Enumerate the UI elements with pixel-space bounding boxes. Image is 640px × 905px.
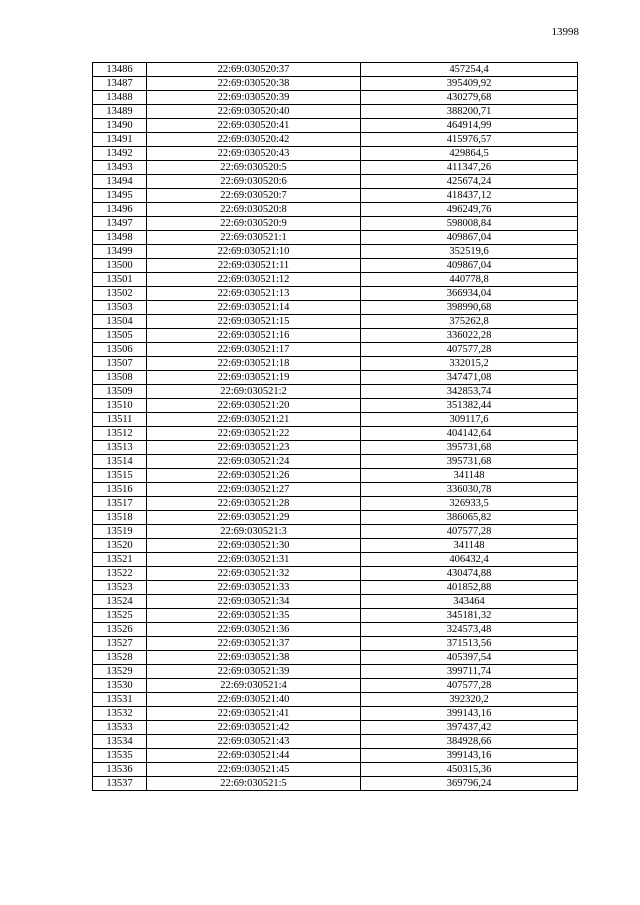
row-number-cell: 13493 [93, 161, 147, 175]
cadastral-value-cell: 309117,6 [361, 413, 578, 427]
cadastral-number-cell: 22:69:030521:23 [147, 441, 361, 455]
row-number-cell: 13535 [93, 749, 147, 763]
row-number-cell: 13492 [93, 147, 147, 161]
table-row [93, 189, 578, 203]
cadastral-number-cell: 22:69:030520:37 [147, 63, 361, 77]
row-number-cell: 13497 [93, 217, 147, 231]
table-row [93, 777, 578, 791]
cadastral-number-cell: 22:69:030520:43 [147, 147, 361, 161]
cadastral-value-cell: 464914,99 [361, 119, 578, 133]
cadastral-number-cell: 22:69:030520:5 [147, 161, 361, 175]
row-number-cell: 13498 [93, 231, 147, 245]
table-row [93, 413, 578, 427]
table-row [93, 231, 578, 245]
cadastral-value-cell: 399711,74 [361, 665, 578, 679]
cadastral-value-cell: 430279,68 [361, 91, 578, 105]
cadastral-value-cell: 326933,5 [361, 497, 578, 511]
cadastral-value-cell: 450315,36 [361, 763, 578, 777]
cadastral-value-cell: 407577,28 [361, 343, 578, 357]
cadastral-number-cell: 22:69:030521:14 [147, 301, 361, 315]
row-number-cell: 13534 [93, 735, 147, 749]
cadastral-number-cell: 22:69:030521:1 [147, 231, 361, 245]
table-body [93, 63, 578, 791]
cadastral-value-cell: 369796,24 [361, 777, 578, 791]
row-number-cell: 13513 [93, 441, 147, 455]
cadastral-value-cell: 366934,04 [361, 287, 578, 301]
cadastral-value-cell: 352519,6 [361, 245, 578, 259]
table-row [93, 217, 578, 231]
cadastral-number-cell: 22:69:030521:21 [147, 413, 361, 427]
table-row [93, 735, 578, 749]
cadastral-number-cell: 22:69:030521:3 [147, 525, 361, 539]
cadastral-value-cell: 341148 [361, 539, 578, 553]
cadastral-value-cell: 336022,28 [361, 329, 578, 343]
cadastral-number-cell: 22:69:030521:37 [147, 637, 361, 651]
cadastral-number-cell: 22:69:030521:43 [147, 735, 361, 749]
cadastral-number-cell: 22:69:030521:28 [147, 497, 361, 511]
cadastral-value-cell: 457254,4 [361, 63, 578, 77]
cadastral-number-cell: 22:69:030521:31 [147, 553, 361, 567]
row-number-cell: 13503 [93, 301, 147, 315]
cadastral-value-cell: 395409,92 [361, 77, 578, 91]
cadastral-value-cell: 429864,5 [361, 147, 578, 161]
cadastral-value-cell: 418437,12 [361, 189, 578, 203]
table-row [93, 147, 578, 161]
cadastral-number-cell: 22:69:030521:11 [147, 259, 361, 273]
cadastral-number-cell: 22:69:030521:16 [147, 329, 361, 343]
table-row [93, 525, 578, 539]
cadastral-value-cell: 598008,84 [361, 217, 578, 231]
table-row [93, 441, 578, 455]
table-row [93, 133, 578, 147]
cadastral-number-cell: 22:69:030521:42 [147, 721, 361, 735]
row-number-cell: 13507 [93, 357, 147, 371]
cadastral-value-cell: 406432,4 [361, 553, 578, 567]
table-row [93, 427, 578, 441]
cadastral-number-cell: 22:69:030521:34 [147, 595, 361, 609]
table-row [93, 357, 578, 371]
cadastral-value-cell: 347471,08 [361, 371, 578, 385]
cadastral-value-cell: 395731,68 [361, 455, 578, 469]
row-number-cell: 13509 [93, 385, 147, 399]
row-number-cell: 13506 [93, 343, 147, 357]
row-number-cell: 13488 [93, 91, 147, 105]
cadastral-number-cell: 22:69:030521:22 [147, 427, 361, 441]
cadastral-value-cell: 398990,68 [361, 301, 578, 315]
row-number-cell: 13504 [93, 315, 147, 329]
cadastral-number-cell: 22:69:030521:17 [147, 343, 361, 357]
row-number-cell: 13533 [93, 721, 147, 735]
row-number-cell: 13491 [93, 133, 147, 147]
cadastral-number-cell: 22:69:030521:45 [147, 763, 361, 777]
cadastral-number-cell: 22:69:030521:36 [147, 623, 361, 637]
cadastral-number-cell: 22:69:030521:2 [147, 385, 361, 399]
cadastral-value-cell: 336030,78 [361, 483, 578, 497]
cadastral-number-cell: 22:69:030521:12 [147, 273, 361, 287]
cadastral-number-cell: 22:69:030521:15 [147, 315, 361, 329]
table-row [93, 721, 578, 735]
row-number-cell: 13532 [93, 707, 147, 721]
cadastral-value-cell: 332015,2 [361, 357, 578, 371]
table-row [93, 105, 578, 119]
row-number-cell: 13531 [93, 693, 147, 707]
row-number-cell: 13515 [93, 469, 147, 483]
cadastral-number-cell: 22:69:030520:40 [147, 105, 361, 119]
table-row [93, 511, 578, 525]
table-row [93, 497, 578, 511]
table-row [93, 371, 578, 385]
row-number-cell: 13519 [93, 525, 147, 539]
row-number-cell: 13536 [93, 763, 147, 777]
row-number-cell: 13512 [93, 427, 147, 441]
table-row [93, 287, 578, 301]
table-row [93, 315, 578, 329]
table-row [93, 539, 578, 553]
cadastral-number-cell: 22:69:030521:10 [147, 245, 361, 259]
cadastral-number-cell: 22:69:030520:7 [147, 189, 361, 203]
table-row [93, 301, 578, 315]
table-row [93, 469, 578, 483]
cadastral-number-cell: 22:69:030521:35 [147, 609, 361, 623]
row-number-cell: 13522 [93, 567, 147, 581]
cadastral-number-cell: 22:69:030520:9 [147, 217, 361, 231]
cadastral-value-cell: 343464 [361, 595, 578, 609]
table-row [93, 259, 578, 273]
table-row [93, 553, 578, 567]
cadastral-number-cell: 22:69:030520:39 [147, 91, 361, 105]
cadastral-value-cell: 345181,32 [361, 609, 578, 623]
row-number-cell: 13494 [93, 175, 147, 189]
cadastral-value-cell: 399143,16 [361, 749, 578, 763]
cadastral-number-cell: 22:69:030521:29 [147, 511, 361, 525]
row-number-cell: 13530 [93, 679, 147, 693]
row-number-cell: 13520 [93, 539, 147, 553]
row-number-cell: 13487 [93, 77, 147, 91]
table-row [93, 77, 578, 91]
table-row [93, 707, 578, 721]
row-number-cell: 13517 [93, 497, 147, 511]
cadastral-value-cell: 404142,64 [361, 427, 578, 441]
table-row [93, 175, 578, 189]
cadastral-value-cell: 392320,2 [361, 693, 578, 707]
row-number-cell: 13518 [93, 511, 147, 525]
row-number-cell: 13529 [93, 665, 147, 679]
row-number-cell: 13524 [93, 595, 147, 609]
table-row [93, 749, 578, 763]
cadastral-number-cell: 22:69:030521:41 [147, 707, 361, 721]
table-row [93, 595, 578, 609]
cadastral-number-cell: 22:69:030521:20 [147, 399, 361, 413]
cadastral-value-cell: 409867,04 [361, 231, 578, 245]
table-row [93, 651, 578, 665]
cadastral-value-cell: 409867,04 [361, 259, 578, 273]
table-row [93, 693, 578, 707]
cadastral-value-cell: 401852,88 [361, 581, 578, 595]
cadastral-number-cell: 22:69:030521:26 [147, 469, 361, 483]
cadastral-number-cell: 22:69:030521:18 [147, 357, 361, 371]
row-number-cell: 13528 [93, 651, 147, 665]
row-number-cell: 13496 [93, 203, 147, 217]
cadastral-number-cell: 22:69:030520:41 [147, 119, 361, 133]
cadastral-number-cell: 22:69:030521:33 [147, 581, 361, 595]
table-row [93, 665, 578, 679]
cadastral-number-cell: 22:69:030521:39 [147, 665, 361, 679]
table-row [93, 399, 578, 413]
table-row [93, 329, 578, 343]
cadastral-number-cell: 22:69:030520:38 [147, 77, 361, 91]
row-number-cell: 13537 [93, 777, 147, 791]
row-number-cell: 13501 [93, 273, 147, 287]
cadastral-number-cell: 22:69:030520:42 [147, 133, 361, 147]
table-row [93, 203, 578, 217]
row-number-cell: 13486 [93, 63, 147, 77]
row-number-cell: 13500 [93, 259, 147, 273]
cadastral-number-cell: 22:69:030521:19 [147, 371, 361, 385]
cadastral-number-cell: 22:69:030521:38 [147, 651, 361, 665]
cadastral-value-cell: 386065,82 [361, 511, 578, 525]
table-row [93, 763, 578, 777]
cadastral-number-cell: 22:69:030521:5 [147, 777, 361, 791]
cadastral-value-cell: 415976,57 [361, 133, 578, 147]
row-number-cell: 13489 [93, 105, 147, 119]
cadastral-number-cell: 22:69:030521:4 [147, 679, 361, 693]
cadastral-value-cell: 407577,28 [361, 525, 578, 539]
row-number-cell: 13490 [93, 119, 147, 133]
cadastral-value-cell: 430474,88 [361, 567, 578, 581]
table-row [93, 623, 578, 637]
cadastral-number-cell: 22:69:030521:13 [147, 287, 361, 301]
page-number: 13998 [551, 26, 579, 38]
cadastral-value-cell: 375262,8 [361, 315, 578, 329]
cadastral-number-cell: 22:69:030521:30 [147, 539, 361, 553]
cadastral-number-cell: 22:69:030520:8 [147, 203, 361, 217]
row-number-cell: 13495 [93, 189, 147, 203]
cadastral-value-cell: 425674,24 [361, 175, 578, 189]
row-number-cell: 13505 [93, 329, 147, 343]
cadastral-value-cell: 496249,76 [361, 203, 578, 217]
row-number-cell: 13502 [93, 287, 147, 301]
cadastral-value-cell: 351382,44 [361, 399, 578, 413]
cadastral-value-cell: 440778,8 [361, 273, 578, 287]
row-number-cell: 13521 [93, 553, 147, 567]
table-row [93, 343, 578, 357]
table-row [93, 91, 578, 105]
row-number-cell: 13514 [93, 455, 147, 469]
table-row [93, 483, 578, 497]
cadastral-value-cell: 324573,48 [361, 623, 578, 637]
table-row [93, 63, 578, 77]
cadastral-value-cell: 397437,42 [361, 721, 578, 735]
cadastral-value-cell: 411347,26 [361, 161, 578, 175]
cadastral-value-cell: 399143,16 [361, 707, 578, 721]
row-number-cell: 13511 [93, 413, 147, 427]
table-row [93, 385, 578, 399]
table-row [93, 567, 578, 581]
table-row [93, 679, 578, 693]
table-row [93, 161, 578, 175]
row-number-cell: 13508 [93, 371, 147, 385]
cadastral-value-cell: 395731,68 [361, 441, 578, 455]
table-row [93, 119, 578, 133]
cadastral-number-cell: 22:69:030521:40 [147, 693, 361, 707]
row-number-cell: 13510 [93, 399, 147, 413]
cadastral-value-cell: 371513,56 [361, 637, 578, 651]
table-row [93, 455, 578, 469]
cadastral-number-cell: 22:69:030521:27 [147, 483, 361, 497]
table-row [93, 609, 578, 623]
row-number-cell: 13516 [93, 483, 147, 497]
row-number-cell: 13523 [93, 581, 147, 595]
cadastral-value-cell: 388200,71 [361, 105, 578, 119]
cadastral-value-cell: 342853,74 [361, 385, 578, 399]
cadastral-number-cell: 22:69:030520:6 [147, 175, 361, 189]
cadastral-number-cell: 22:69:030521:44 [147, 749, 361, 763]
cadastral-number-cell: 22:69:030521:32 [147, 567, 361, 581]
row-number-cell: 13527 [93, 637, 147, 651]
row-number-cell: 13526 [93, 623, 147, 637]
cadastral-value-cell: 405397,54 [361, 651, 578, 665]
cadastral-value-cell: 384928,66 [361, 735, 578, 749]
table-row [93, 245, 578, 259]
table-row [93, 581, 578, 595]
row-number-cell: 13525 [93, 609, 147, 623]
cadastral-number-cell: 22:69:030521:24 [147, 455, 361, 469]
table-row [93, 637, 578, 651]
row-number-cell: 13499 [93, 245, 147, 259]
cadastral-value-cell: 407577,28 [361, 679, 578, 693]
table-row [93, 273, 578, 287]
cadastral-value-cell: 341148 [361, 469, 578, 483]
cadastral-value-table [92, 62, 578, 791]
